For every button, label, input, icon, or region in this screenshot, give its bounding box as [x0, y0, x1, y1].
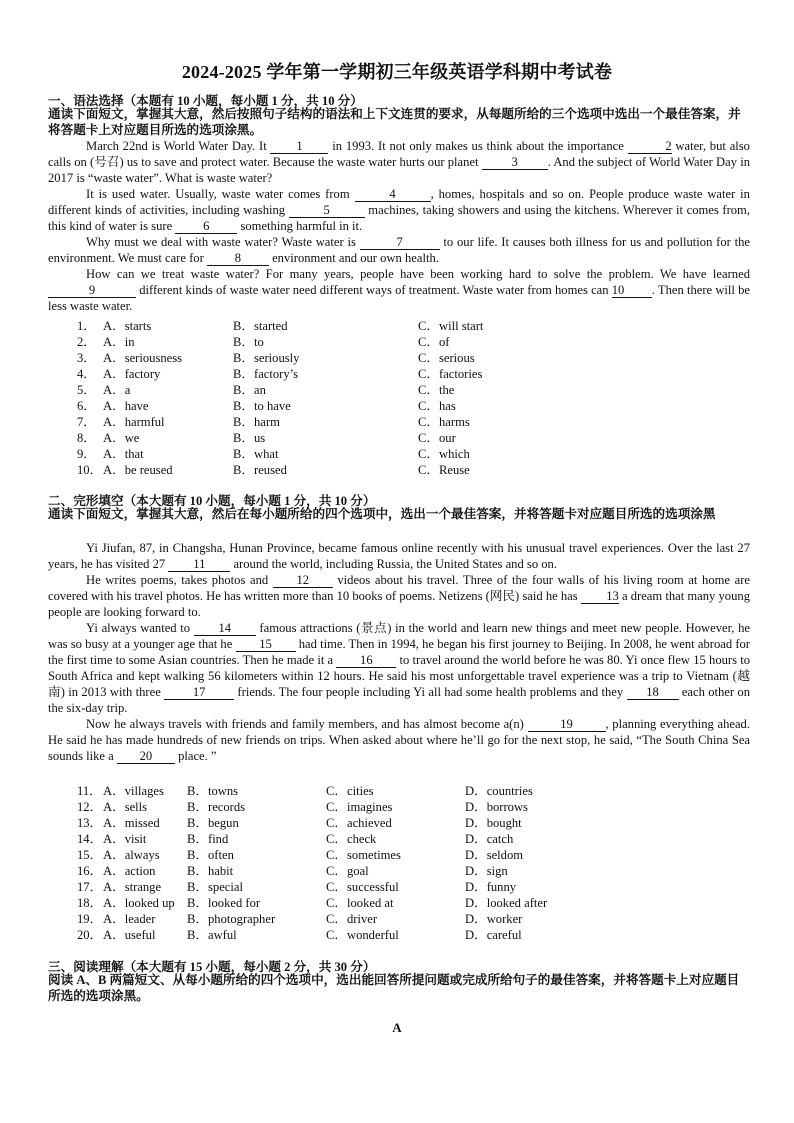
blank-7[interactable]: 7 [360, 236, 440, 250]
option-d[interactable]: D．bought [465, 816, 522, 830]
question-number: 14． [77, 832, 103, 846]
option-c[interactable]: C．goal [326, 864, 369, 878]
blank-2[interactable]: 2 [628, 140, 672, 154]
section3-heading: 三、阅读理解（本大题有 15 小题，每小题 2 分，共 30 分） [48, 960, 376, 974]
option-c[interactable]: C．the [418, 383, 455, 397]
section2-heading: 二、完形填空（本大题有 10 小题，每小题 1 分，共 10 分） [48, 494, 376, 508]
section2-instruction: 通读下面短文，掌握其大意，然后在每小题所给的四个选项中，选出一个最佳答案，并将答题卡对应题目所选的选项涂黑 [48, 507, 716, 521]
option-c[interactable]: C．looked at [326, 896, 394, 910]
question-number: 13． [77, 816, 103, 830]
option-c[interactable]: C．sometimes [326, 848, 401, 862]
option-b[interactable]: B．towns [187, 784, 239, 798]
question-number: 11． [77, 784, 102, 798]
option-c[interactable]: C．serious [418, 351, 475, 365]
blank-4[interactable]: 4 [355, 188, 431, 202]
option-b[interactable]: B．an [233, 383, 266, 397]
option-a[interactable]: A．sells [103, 800, 148, 814]
option-d[interactable]: D．careful [465, 928, 522, 942]
question-number: 17． [77, 880, 103, 894]
option-b[interactable]: B．find [187, 832, 229, 846]
option-c[interactable]: C．successful [326, 880, 399, 894]
option-d[interactable]: D．funny [465, 880, 517, 894]
option-c[interactable]: C．harms [418, 415, 470, 429]
option-d[interactable]: D．borrows [465, 800, 528, 814]
question-number: 6． [77, 399, 96, 413]
question-number: 15． [77, 848, 103, 862]
question-number: 3． [77, 351, 96, 365]
option-a[interactable]: A．villages [103, 784, 164, 798]
option-b[interactable]: B．begun [187, 816, 239, 830]
blank-16[interactable]: 16 [336, 654, 396, 668]
blank-8[interactable]: 8 [207, 252, 269, 266]
option-a[interactable]: A．we [103, 431, 140, 445]
option-b[interactable]: B．habit [187, 864, 234, 878]
option-a[interactable]: A．always [103, 848, 160, 862]
option-c[interactable]: C．which [418, 447, 470, 461]
question-number: 2． [77, 335, 96, 349]
question-number: 18． [77, 896, 103, 910]
option-b[interactable]: B．looked for [187, 896, 261, 910]
section2-paragraph-2: He writes poems, takes photos and 12 videos about his travel. Three of the four walls of his living room at home are covered with his travel photos. He has written more than 10 books of poems. Netizens (网民) said he has 13 a dream that many young people are looking forward to. [48, 573, 750, 619]
blank-1[interactable]: 1 [270, 140, 328, 154]
section3-instruction: 阅读 A、B 两篇短文、从每小题所给的四个选项中，选出能回答所提问题或完成所给句子的最佳答案，并将答题卡上对应题目所选的选项涂黑。 [48, 973, 740, 1003]
question-number: 5． [77, 383, 96, 397]
option-a[interactable]: A．useful [103, 928, 156, 942]
section2-paragraph-3: Yi always wanted to 14 famous attractions (景点) in the world and learn new things and meet new people. However, he was so busy at a younger age that he 15 had time. Then in 1994, he began his first journey to Beijing. In 2008, he went abroad for the first time to some Asian countries. Then he made it a 16 to travel around the world before he was 80. Yi once flew 15 hours to South Africa and kept walking 56 kilometers within 12 hours. He said his most unforgettable travel experience was a trip to Vietnam (越南) in 2013 with three 17 friends. The four people including Yi all had some health problems and they 18 each other on the six-day trip. [48, 621, 751, 715]
question-number: 8． [77, 431, 96, 445]
blank-12[interactable]: 12 [273, 574, 333, 588]
blank-19[interactable]: 19 [528, 718, 606, 732]
option-a[interactable]: A．looked up [103, 896, 175, 910]
option-b[interactable]: B．photographer [187, 912, 276, 926]
option-a[interactable]: A．strange [103, 880, 162, 894]
option-c[interactable]: C．wonderful [326, 928, 399, 942]
option-d[interactable]: D．catch [465, 832, 514, 846]
option-b[interactable]: B．special [187, 880, 243, 894]
option-d[interactable]: D．looked after [465, 896, 548, 910]
option-b[interactable]: B．seriously [233, 351, 300, 365]
blank-9[interactable]: 9 [48, 284, 136, 298]
blank-20[interactable]: 20 [117, 750, 175, 764]
option-d[interactable]: D．seldom [465, 848, 524, 862]
section1-heading: 一、语法选择（本题有 10 小题，每小题 1 分，共 10 分） [48, 94, 363, 108]
option-a[interactable]: A．a [103, 383, 131, 397]
option-a[interactable]: A．that [103, 447, 144, 461]
question-number: 4． [77, 367, 96, 381]
option-a[interactable]: A．factory [103, 367, 161, 381]
option-a[interactable]: A．harmful [103, 415, 165, 429]
option-c[interactable]: C．factories [418, 367, 483, 381]
option-c[interactable]: C．will start [418, 319, 484, 333]
option-a[interactable]: A．action [103, 864, 156, 878]
option-b[interactable]: B．factory’s [233, 367, 299, 381]
option-b[interactable]: B．to [233, 335, 264, 349]
section1-paragraph-3: Why must we deal with waste water? Waste water is 7 to our life. It causes both illness for us and pollution for the environment. We must care for 8 environment and our own health. [48, 235, 750, 265]
question-number: 9． [77, 447, 96, 461]
option-c[interactable]: C．of [418, 335, 450, 349]
option-b[interactable]: B．reused [233, 463, 287, 477]
option-a[interactable]: A．visit [103, 832, 147, 846]
option-d[interactable]: D．sign [465, 864, 508, 878]
option-b[interactable]: B．started [233, 319, 288, 333]
option-c[interactable]: C．Reuse [418, 463, 470, 477]
option-d[interactable]: D．countries [465, 784, 533, 798]
section2-paragraph-1: Yi Jiufan, 87, in Changsha, Hunan Province, became famous online recently with his unusual travel experiences. Over the last 27 years, he has visited 27 11 around the world, including Russia, the United States and so on. [48, 541, 750, 571]
blank-18[interactable]: 18 [627, 686, 679, 700]
blank-3[interactable]: 3 [482, 156, 548, 170]
option-b[interactable]: B．to have [233, 399, 291, 413]
blank-6[interactable]: 6 [175, 220, 237, 234]
reading-part-label: A [392, 1020, 402, 1035]
option-a[interactable]: A．starts [103, 319, 152, 333]
section2-paragraph-4: Now he always travels with friends and family members, and has almost become a(n) 19 , planning everything ahead. He said he has made hundreds of new friends on trips. When asked about where he’ll go for the next stop, he said, “The South China Sea sounds like a 20 place. ” [48, 717, 750, 763]
section1-paragraph-4: How can we treat waste water? For many years, people have been working hard to solve the problem. We have learned 9 different kinds of waste water need different ways of treatment. Waste water from homes can 10 . Then there will be less waste water. [48, 267, 750, 313]
option-b[interactable]: B．awful [187, 928, 237, 942]
option-c[interactable]: C．check [326, 832, 377, 846]
option-b[interactable]: B．harm [233, 415, 280, 429]
exam-title: 2024-2025 学年第一学期初三年级英语学科期中考试卷 [181, 62, 613, 82]
blank-11[interactable]: 11 [168, 558, 230, 572]
question-number: 12． [77, 800, 103, 814]
question-number: 7． [77, 415, 96, 429]
option-a[interactable]: A．have [103, 399, 149, 413]
section1-paragraph-2: It is used water. Usually, waste water comes from 4 , homes, hospitals and so on. People produce waste water in different kinds of activities, including washing 5 machines, taking showers and using the kitchens. Wherever it comes from, this kind of water is sure 6 something harmful in it. [48, 187, 751, 233]
question-number: 19． [77, 912, 103, 926]
blank-10[interactable]: 10 [612, 284, 652, 298]
question-number: 10． [77, 463, 103, 477]
option-c[interactable]: C．has [418, 399, 456, 413]
option-d[interactable]: D．worker [465, 912, 523, 926]
option-c[interactable]: C．our [418, 431, 456, 445]
option-b[interactable]: B．often [187, 848, 234, 862]
section1-paragraph-1: March 22nd is World Water Day. It 1 in 1993. It not only makes us think about the importance 2 water, but also calls on (号召) us to save and protect water. Because the waste water hurts our planet 3 . And the subject of World Water Day in 2017 is “waste water”. What is waste water? [48, 139, 750, 185]
option-a[interactable]: A．in [103, 335, 135, 349]
option-b[interactable]: B．us [233, 431, 266, 445]
question-number: 1． [77, 319, 96, 333]
blank-14[interactable]: 14 [194, 622, 256, 636]
option-c[interactable]: C．driver [326, 912, 378, 926]
blank-15[interactable]: 15 [236, 638, 296, 652]
option-b[interactable]: B．what [233, 447, 279, 461]
option-c[interactable]: C．cities [326, 784, 374, 798]
option-c[interactable]: C．achieved [326, 816, 392, 830]
option-a[interactable]: A．leader [103, 912, 156, 926]
blank-13[interactable]: 13 [581, 590, 619, 604]
blank-17[interactable]: 17 [164, 686, 234, 700]
section1-instruction: 通读下面短文，掌握其大意，然后按照句子结构的语法和上下文连贯的要求，从每题所给的三个选项中选出一个最佳答案，并将答题卡上对应题目所选的选项涂黑。 [48, 107, 741, 137]
blank-5[interactable]: 5 [289, 204, 365, 218]
option-a[interactable]: A．be reused [103, 463, 173, 477]
question-number: 16． [77, 864, 103, 878]
option-a[interactable]: A．seriousness [103, 351, 183, 365]
option-b[interactable]: B．records [187, 800, 246, 814]
option-a[interactable]: A．missed [103, 816, 160, 830]
question-number: 20． [77, 928, 103, 942]
option-c[interactable]: C．imagines [326, 800, 393, 814]
